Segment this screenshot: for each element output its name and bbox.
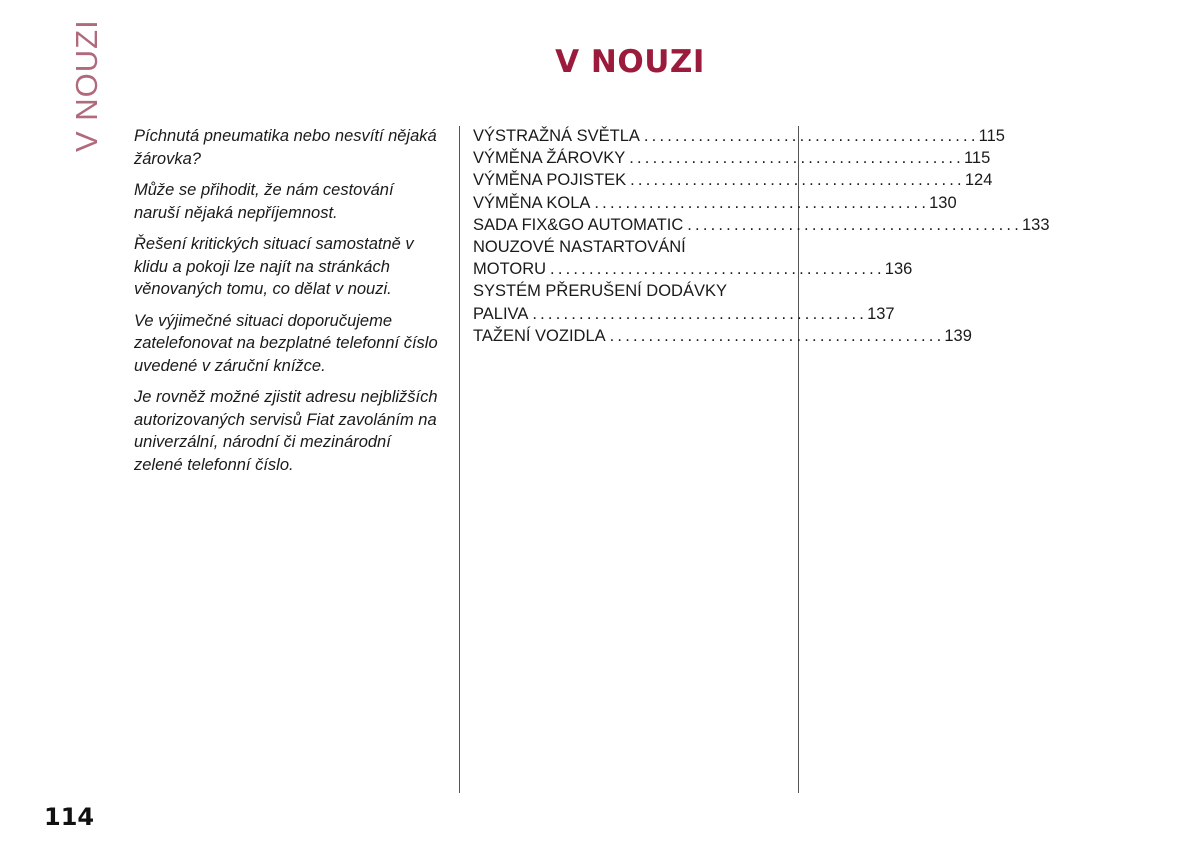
toc-leader-dots: ........................................... bbox=[609, 326, 945, 345]
toc-entry-title: PALIVA bbox=[473, 304, 529, 323]
toc-page-number: 130 bbox=[929, 193, 957, 212]
toc-leader-dots: ........................................... bbox=[629, 149, 964, 168]
toc-entry-title-line: NOUZOVÉ NASTARTOVÁNÍ bbox=[473, 238, 686, 257]
toc-leader-dots: ........................................... bbox=[643, 127, 979, 145]
page-number: 114 bbox=[44, 803, 95, 831]
toc-entry-wheel-replacement[interactable] bbox=[473, 192, 957, 214]
toc-entry-emergency-start[interactable] bbox=[473, 236, 913, 280]
toc-entry-title: SADA FIX&GO AUTOMATIC bbox=[473, 215, 684, 234]
toc-entry-title-line: SYSTÉM PŘERUŠENÍ DODÁVKY bbox=[473, 282, 727, 301]
toc-entry-warning-lights[interactable] bbox=[473, 125, 1005, 147]
intro-paragraph: Ve výjimečné situaci doporučujeme zatelefonovat na bezplatné telefonní číslo uvedené v záruční knížce. bbox=[134, 311, 438, 375]
toc-leader-dots: ........................................... bbox=[532, 304, 868, 323]
section-tab-label: V NOUZI bbox=[69, 19, 104, 152]
table-of-contents bbox=[473, 125, 1050, 347]
toc-entry-fixgo-kit[interactable] bbox=[473, 214, 1050, 236]
toc-entry-title: VÝMĚNA KOLA bbox=[473, 193, 591, 212]
toc-page-number: 139 bbox=[944, 326, 972, 345]
toc-page-number: 124 bbox=[964, 171, 993, 190]
toc-page-number: 137 bbox=[867, 304, 895, 323]
toc-entry-title: VÝMĚNA POJISTEK bbox=[473, 171, 627, 190]
toc-entry-fuel-cutoff[interactable] bbox=[473, 280, 895, 324]
toc-entry-bulb-replacement[interactable] bbox=[473, 147, 991, 169]
toc-page-number: 133 bbox=[1022, 215, 1050, 234]
toc-leader-dots: ........................................... bbox=[687, 215, 1022, 234]
toc-entry-title: TAŽENÍ VOZIDLA bbox=[473, 326, 606, 345]
toc-entry-title: VÝSTRAŽNÁ SVĚTLA bbox=[473, 127, 640, 145]
page-title: V NOUZI bbox=[555, 44, 705, 80]
toc-page-number: 115 bbox=[978, 127, 1005, 145]
toc-entry-title: MOTORU bbox=[473, 260, 547, 279]
intro-paragraph: Řešení kritických situací samostatně v klidu a pokoji lze najít na stránkách věnovaných tomu, co dělat v nouzi. bbox=[134, 235, 414, 298]
column-divider bbox=[459, 126, 460, 793]
toc-entry-title: VÝMĚNA ŽÁROVKY bbox=[473, 149, 626, 168]
toc-leader-dots: ........................................... bbox=[630, 171, 965, 190]
intro-paragraph: Je rovněž možné zjistit adresu nejbližších autorizovaných servisů Fiat zavoláním na univerzální, národní či mezinárodní zelené telefonní číslo. bbox=[134, 388, 438, 474]
toc-page-number: 136 bbox=[884, 260, 913, 279]
intro-paragraph: Může se přihodit, že nám cestování naruší nějaká nepříjemnost. bbox=[134, 181, 394, 222]
intro-paragraph: Píchnutá pneumatika nebo nesvítí nějaká žárovka? bbox=[134, 127, 437, 168]
toc-entry-towing[interactable] bbox=[473, 325, 972, 347]
toc-entry-fuse-replacement[interactable] bbox=[473, 169, 993, 191]
toc-leader-dots: ........................................... bbox=[594, 193, 930, 212]
toc-page-number: 115 bbox=[963, 149, 991, 168]
toc-leader-dots: ........................................... bbox=[550, 260, 885, 279]
intro-text bbox=[134, 125, 439, 485]
